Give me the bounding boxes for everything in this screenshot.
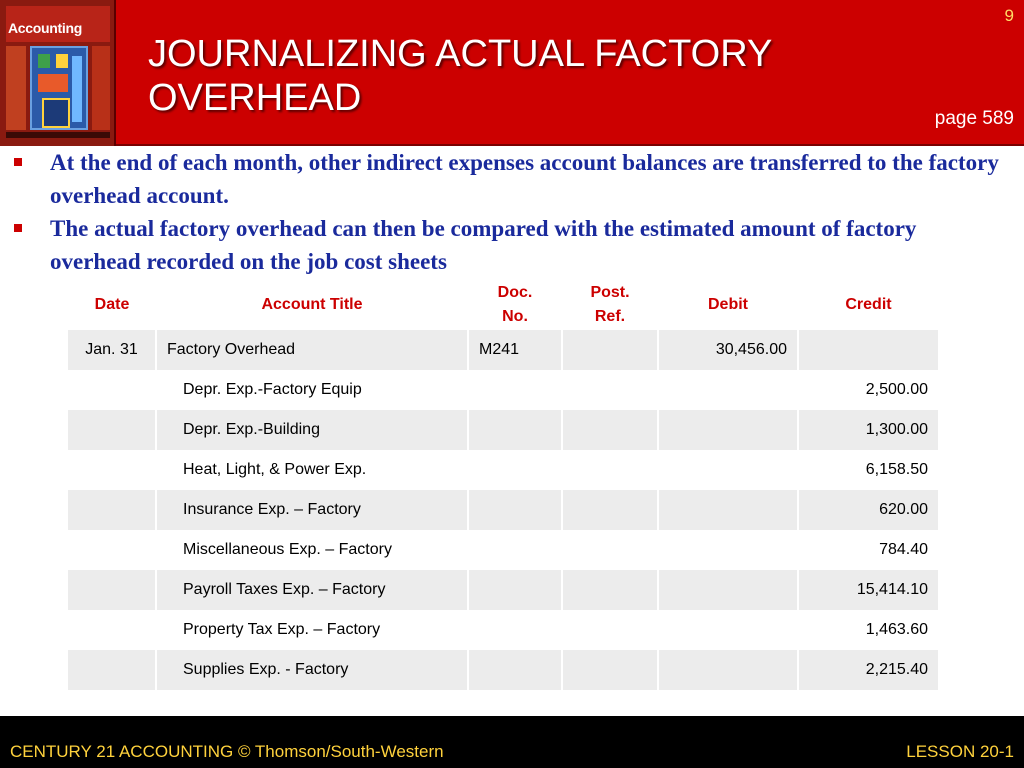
cell-account: Miscellaneous Exp. – Factory — [156, 530, 468, 570]
cell-account: Supplies Exp. - Factory — [156, 650, 468, 690]
cell-date — [68, 570, 156, 610]
cell-credit: 1,300.00 — [798, 410, 939, 450]
cell-post-ref — [562, 570, 658, 610]
cell-post-ref — [562, 610, 658, 650]
bullet-text: At the end of each month, other indirect expenses account balances are transferred to the factory overhead account. — [50, 150, 999, 208]
table-row — [68, 650, 939, 690]
square-bullet-icon — [14, 158, 22, 166]
header-doc-no-text: Doc. No. — [497, 284, 533, 325]
journal-header-row — [68, 280, 939, 330]
header-account-title: Account Title — [261, 296, 363, 313]
square-bullet-icon — [14, 224, 22, 232]
cover-right-panel — [92, 46, 110, 130]
cell-credit: 1,463.60 — [798, 610, 939, 650]
table-row — [68, 330, 939, 370]
cell-account: Heat, Light, & Power Exp. — [156, 450, 468, 490]
slide-title-line-1: JOURNALIZING ACTUAL FACTORY — [148, 33, 773, 75]
table-row — [68, 410, 939, 450]
textbook-cover-image — [0, 0, 116, 146]
cell-doc — [468, 570, 562, 610]
slide-title-line-2: OVERHEAD — [148, 77, 362, 119]
cell-post-ref — [562, 370, 658, 410]
cell-date — [68, 610, 156, 650]
bullet-list — [10, 146, 1010, 278]
footer-lesson-number: LESSON 20-1 — [906, 742, 1014, 761]
cell-doc — [468, 450, 562, 490]
cell-credit: 6,158.50 — [798, 450, 939, 490]
page-reference: page 589 — [934, 108, 1014, 129]
cell-debit — [658, 370, 798, 410]
cell-account: Insurance Exp. – Factory — [156, 490, 468, 530]
cell-account: Property Tax Exp. – Factory — [156, 610, 468, 650]
header-post-ref-text: Post. Ref. — [590, 284, 630, 325]
slide-title — [148, 32, 848, 120]
slide-header — [0, 0, 1024, 146]
cell-post-ref — [562, 330, 658, 370]
cell-credit: 784.40 — [798, 530, 939, 570]
cell-debit — [658, 410, 798, 450]
cell-date — [68, 370, 156, 410]
cover-artwork — [30, 46, 88, 130]
cell-date — [68, 490, 156, 530]
cell-account: Factory Overhead — [156, 330, 468, 370]
cell-credit: 2,215.40 — [798, 650, 939, 690]
cell-credit: 15,414.10 — [798, 570, 939, 610]
cell-doc — [468, 490, 562, 530]
cell-post-ref — [562, 490, 658, 530]
cell-debit — [658, 530, 798, 570]
table-row — [68, 570, 939, 610]
cover-title: Accounting — [8, 20, 82, 36]
header-post-ref — [562, 280, 658, 330]
journal-table — [68, 280, 940, 690]
header-date: Date — [94, 296, 130, 313]
cell-date — [68, 530, 156, 570]
bullet-item — [10, 212, 1010, 278]
table-row — [68, 450, 939, 490]
cell-credit — [798, 330, 939, 370]
cell-debit — [658, 490, 798, 530]
header-debit: Debit — [708, 296, 748, 313]
cell-doc — [468, 410, 562, 450]
cell-date — [68, 450, 156, 490]
cell-date — [68, 650, 156, 690]
slide-footer — [0, 716, 1024, 768]
cell-debit — [658, 610, 798, 650]
cell-post-ref — [562, 650, 658, 690]
header-doc-no — [468, 280, 562, 330]
cell-account: Depr. Exp.-Building — [156, 410, 468, 450]
cell-credit: 2,500.00 — [798, 370, 939, 410]
cell-doc — [468, 610, 562, 650]
journal-table-container — [68, 280, 940, 698]
bullet-item — [10, 146, 1010, 212]
table-row — [68, 610, 939, 650]
cell-debit — [658, 570, 798, 610]
bullet-text: The actual factory overhead can then be compared with the estimated amount of factory overhead recorded on the job cost sheets — [50, 216, 917, 274]
table-row — [68, 490, 939, 530]
cell-date: Jan. 31 — [68, 330, 156, 370]
cell-account: Payroll Taxes Exp. – Factory — [156, 570, 468, 610]
header-credit: Credit — [845, 296, 892, 313]
cell-doc — [468, 530, 562, 570]
cover-left-panel — [6, 46, 26, 130]
slide-number: 9 — [1004, 6, 1014, 25]
cell-doc: M241 — [468, 330, 562, 370]
cell-account: Depr. Exp.-Factory Equip — [156, 370, 468, 410]
cell-debit — [658, 650, 798, 690]
cell-debit: 30,456.00 — [658, 330, 798, 370]
footer-course-credit: CENTURY 21 ACCOUNTING © Thomson/South-Western — [10, 742, 444, 761]
table-row — [68, 370, 939, 410]
cell-credit: 620.00 — [798, 490, 939, 530]
cell-doc — [468, 650, 562, 690]
cell-date — [68, 410, 156, 450]
cell-doc — [468, 370, 562, 410]
cell-post-ref — [562, 410, 658, 450]
table-row — [68, 530, 939, 570]
cell-post-ref — [562, 450, 658, 490]
cell-debit — [658, 450, 798, 490]
cell-post-ref — [562, 530, 658, 570]
cover-bottom-band — [6, 132, 110, 138]
